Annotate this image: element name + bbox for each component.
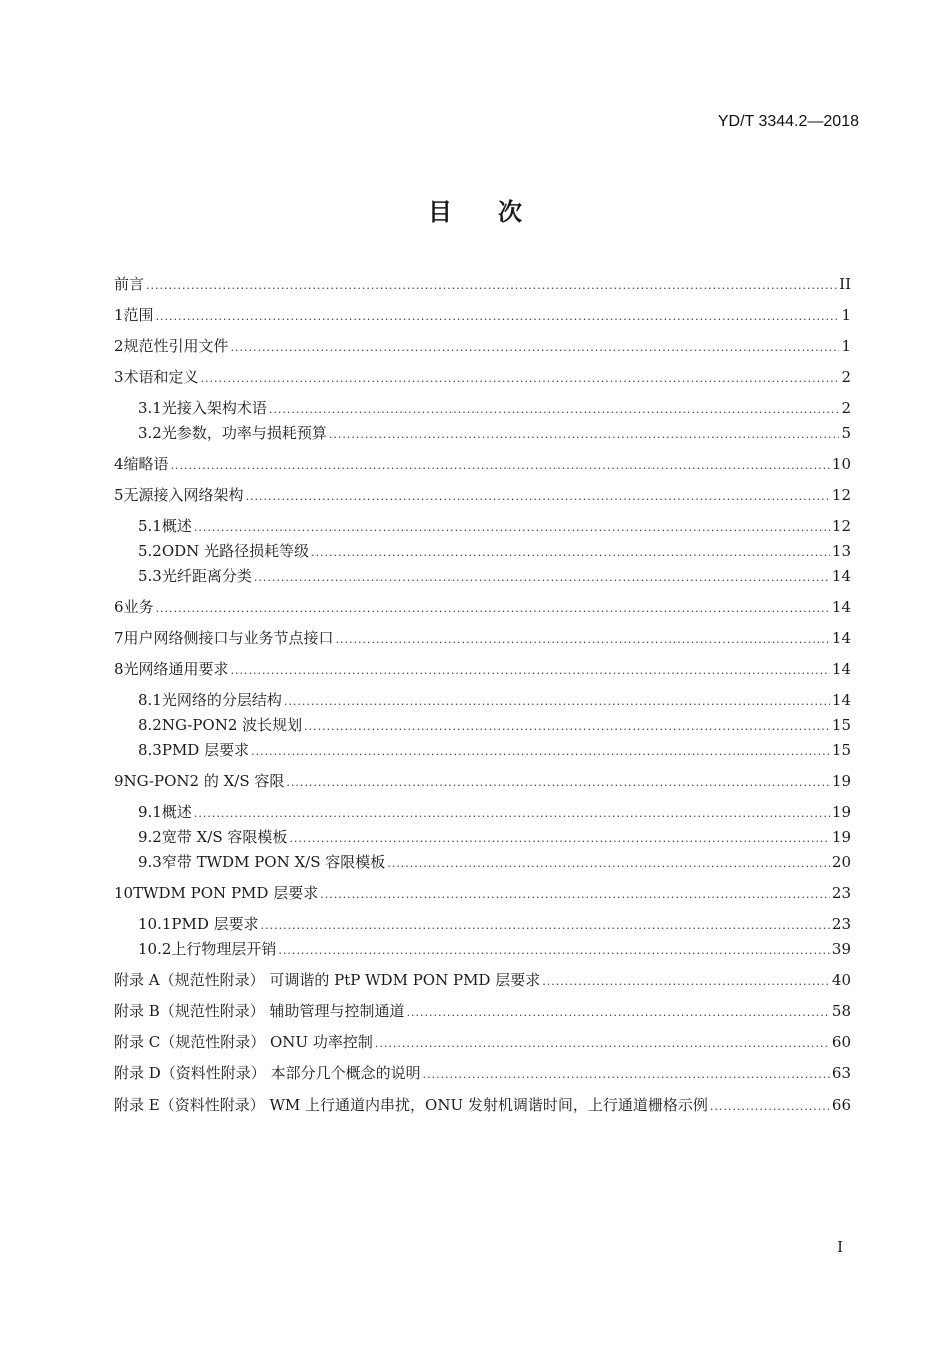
toc-entry-page: 23 — [831, 915, 851, 933]
leader-dots — [194, 803, 830, 825]
toc-entry-8-2[interactable] — [138, 714, 851, 736]
toc-entry-9-1[interactable] — [138, 801, 851, 823]
toc-entry-page: 63 — [831, 1064, 851, 1082]
toc-entry-5-3[interactable] — [138, 565, 851, 587]
toc-entry-10-2[interactable] — [138, 938, 851, 960]
toc-entry-label: 附录 A（规范性附录） 可调谐的 PtP WDM PON PMD 层要求 — [114, 971, 541, 989]
toc-entry-page: 5 — [841, 424, 851, 442]
leader-dots — [246, 486, 830, 508]
toc-entry-page: 14 — [831, 598, 851, 616]
toc-entry-page: II — [839, 275, 851, 293]
toc-entry-label: NG-PON2 的 X/S 容限 — [123, 772, 285, 790]
toc-entry-appendix-c[interactable] — [114, 1031, 851, 1053]
toc-entry-page: 60 — [831, 1033, 851, 1051]
toc-entry-label: 光接入架构术语 — [161, 399, 267, 417]
toc-entry-label: 宽带 X/S 容限模板 — [161, 828, 288, 846]
toc-entry-page: 39 — [831, 940, 851, 958]
leader-dots — [387, 853, 830, 875]
toc-entry-page: 58 — [831, 1002, 851, 1020]
leader-dots — [407, 1002, 830, 1024]
leader-dots — [375, 1033, 830, 1055]
toc-entry-page: 14 — [831, 691, 851, 709]
leader-dots — [542, 971, 830, 993]
leader-dots — [336, 629, 830, 651]
leader-dots — [231, 660, 830, 682]
toc-entry-number: 3.2 — [138, 424, 162, 442]
toc-entry-number: 5.3 — [138, 567, 162, 585]
toc-entry-label: 范围 — [123, 306, 154, 324]
leader-dots — [146, 275, 837, 297]
leader-dots — [201, 368, 840, 390]
leader-dots — [251, 741, 830, 763]
toc-entry-page: 10 — [831, 455, 851, 473]
toc-entry-number: 8 — [114, 660, 124, 678]
toc-entry-number: 9.3 — [138, 853, 162, 871]
toc-entry-6[interactable] — [114, 596, 851, 618]
toc-entry-label: 概述 — [161, 803, 192, 821]
leader-dots — [304, 716, 830, 738]
toc-entry-label: 附录 B（规范性附录） 辅助管理与控制通道 — [114, 1002, 405, 1020]
toc-entry-appendix-b[interactable] — [114, 1000, 851, 1022]
toc-entry-page: 66 — [831, 1096, 851, 1114]
toc-entry-appendix-a[interactable] — [114, 969, 851, 991]
page-number: I — [837, 1238, 843, 1256]
toc-entry-page: 1 — [841, 337, 851, 355]
toc-entry-number: 10.2 — [138, 940, 172, 958]
toc-entry-label: 无源接入网络架构 — [123, 486, 244, 504]
toc-entry-page: 2 — [841, 399, 851, 417]
toc-entry-label: ODN 光路径损耗等级 — [161, 542, 310, 560]
toc-entry-number: 9.2 — [138, 828, 162, 846]
toc-entry-label: 术语和定义 — [123, 368, 199, 386]
toc-entry-number: 8.1 — [138, 691, 162, 709]
toc-entry-label: 光参数，功率与损耗预算 — [161, 424, 327, 442]
toc-title-right: 次 — [498, 198, 522, 226]
leader-dots — [329, 424, 840, 446]
toc-entry-page: 14 — [831, 629, 851, 647]
document-code: YD/T 3344.2—2018 — [717, 113, 859, 130]
toc-entry-number: 8.2 — [138, 716, 162, 734]
toc-entry-number: 8.3 — [138, 741, 162, 759]
toc-entry-label: PMD 层要求 — [161, 741, 250, 759]
leader-dots — [284, 691, 830, 713]
leader-dots — [156, 598, 830, 620]
toc-entry-number: 2 — [114, 337, 124, 355]
toc-entry-number: 5 — [114, 486, 124, 504]
leader-dots — [194, 517, 830, 539]
toc-title — [0, 192, 950, 227]
toc-entry-9[interactable] — [114, 770, 851, 792]
toc-entry-7[interactable] — [114, 627, 851, 649]
toc-entry-number: 1 — [114, 306, 124, 324]
toc-entry-5-1[interactable] — [138, 515, 851, 537]
toc-entry-page: 15 — [831, 716, 851, 734]
toc-entry-page: 14 — [831, 660, 851, 678]
toc-entry-10-1[interactable] — [138, 913, 851, 935]
toc-entry-label: 业务 — [123, 598, 154, 616]
toc-entry-label: 光网络通用要求 — [123, 660, 229, 678]
toc-entry-page: 15 — [831, 741, 851, 759]
toc-entry-page: 12 — [831, 517, 851, 535]
leader-dots — [254, 567, 830, 589]
toc-entry-label: 光网络的分层结构 — [161, 691, 282, 709]
toc-entry-page: 1 — [841, 306, 851, 324]
leader-dots — [710, 1096, 830, 1118]
toc-entry-preface[interactable] — [114, 273, 851, 295]
toc-entry-number: 4 — [114, 455, 124, 473]
leader-dots — [289, 828, 830, 850]
toc-entry-label: TWDM PON PMD 层要求 — [133, 884, 319, 902]
toc-entry-page: 12 — [831, 486, 851, 504]
leader-dots — [278, 940, 829, 962]
toc-entry-number: 10.1 — [138, 915, 172, 933]
toc-entry-number: 5.2 — [138, 542, 162, 560]
toc-entry-page: 19 — [831, 828, 851, 846]
toc-entry-1[interactable] — [114, 304, 851, 326]
toc-entry-10[interactable] — [114, 882, 851, 904]
toc-entry-page: 19 — [831, 803, 851, 821]
toc-entry-label: 缩略语 — [123, 455, 169, 473]
toc-entry-page: 14 — [831, 567, 851, 585]
leader-dots — [269, 399, 840, 421]
toc-entry-8[interactable] — [114, 658, 851, 680]
toc-entry-number: 9.1 — [138, 803, 162, 821]
toc-entry-page: 2 — [841, 368, 851, 386]
toc-entry-label: 上行物理层开销 — [171, 940, 277, 958]
leader-dots — [423, 1064, 830, 1086]
leader-dots — [311, 542, 830, 564]
toc-entry-2[interactable] — [114, 335, 851, 357]
toc-entry-label: 附录 D（资料性附录） 本部分几个概念的说明 — [114, 1064, 421, 1082]
toc-entry-label: 窄带 TWDM PON X/S 容限模板 — [161, 853, 386, 871]
toc-entry-8-1[interactable] — [138, 689, 851, 711]
toc-entry-number: 3.1 — [138, 399, 162, 417]
toc-entry-page: 19 — [831, 772, 851, 790]
toc-entry-9-3[interactable] — [138, 851, 851, 873]
toc-entry-3-2[interactable] — [138, 422, 851, 444]
toc-entry-3[interactable] — [114, 366, 851, 388]
toc-entry-number: 10 — [114, 884, 134, 902]
toc-entry-label: 用户网络侧接口与业务节点接口 — [123, 629, 334, 647]
toc-entry-label: 附录 E（资料性附录） WM 上行通道内串扰，ONU 发射机调谐时间，上行通道栅格示例 — [114, 1096, 708, 1114]
toc-entry-number: 3 — [114, 368, 124, 386]
toc-entry-number: 5.1 — [138, 517, 162, 535]
toc-entry-number: 9 — [114, 772, 124, 790]
leader-dots — [156, 306, 840, 328]
toc-entry-page: 40 — [831, 971, 851, 989]
toc-entry-appendix-e[interactable] — [114, 1094, 851, 1116]
leader-dots — [320, 884, 830, 906]
toc-entry-page: 13 — [831, 542, 851, 560]
toc-entry-label: 规范性引用文件 — [123, 337, 229, 355]
toc-entry-label: 前言 — [114, 275, 145, 293]
leader-dots — [261, 915, 830, 937]
toc-entry-label: 附录 C（规范性附录） ONU 功率控制 — [114, 1033, 373, 1051]
toc-entry-5-2[interactable] — [138, 540, 851, 562]
leader-dots — [286, 772, 830, 794]
toc-entry-label: 光纤距离分类 — [161, 567, 252, 585]
toc-title-left: 目 — [428, 198, 452, 226]
toc-entry-page: 23 — [831, 884, 851, 902]
toc-entry-3-1[interactable] — [138, 397, 851, 419]
leader-dots — [231, 337, 840, 359]
toc-entry-5[interactable] — [114, 484, 851, 506]
toc-entry-page: 20 — [831, 853, 851, 871]
toc-entry-4[interactable] — [114, 453, 851, 475]
leader-dots — [171, 455, 830, 477]
toc-entry-appendix-d[interactable] — [114, 1062, 851, 1084]
toc-entry-9-2[interactable] — [138, 826, 851, 848]
toc-entry-number: 7 — [114, 629, 124, 647]
toc-entry-8-3[interactable] — [138, 739, 851, 761]
toc-entry-label: NG-PON2 波长规划 — [161, 716, 303, 734]
toc-entry-label: PMD 层要求 — [171, 915, 259, 933]
toc-entry-number: 6 — [114, 598, 124, 616]
toc-entry-label: 概述 — [161, 517, 192, 535]
